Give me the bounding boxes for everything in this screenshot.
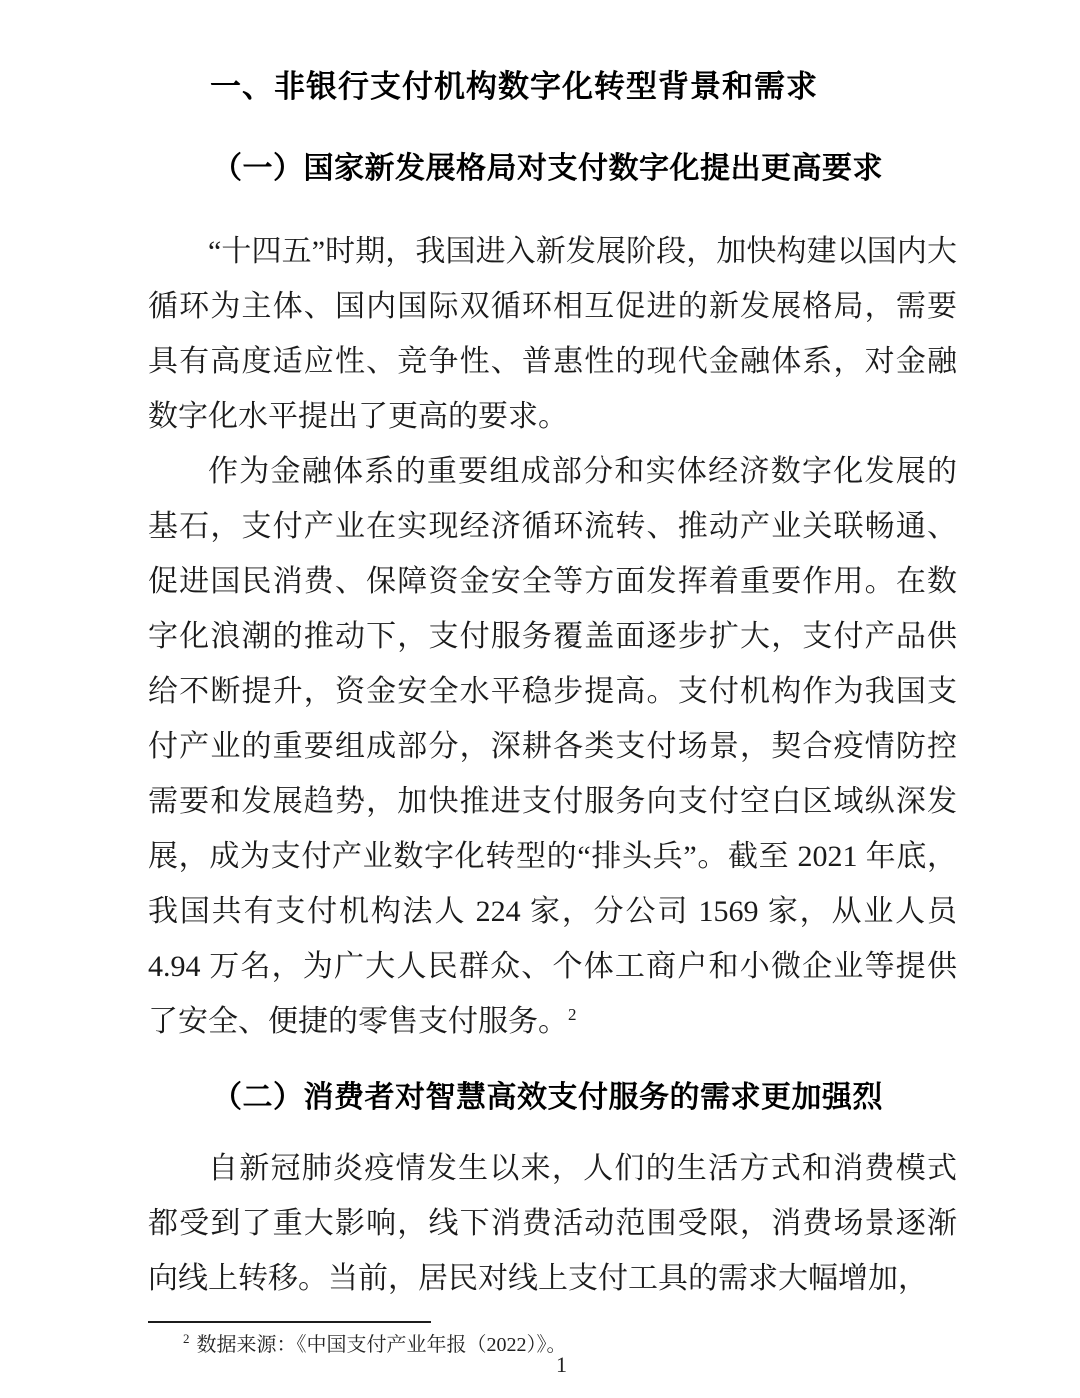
- paragraph-3-text: 自新冠肺炎疫情发生以来，人们的生活方式和消费模式都受到了重大影响，线下消费活动范围受限，消费场景逐渐向线上转移。当前，居民对线上支付工具的需求大幅增加，: [148, 1152, 957, 1295]
- paragraph-2: [148, 444, 957, 1049]
- footnote-text: 数据来源：《中国支付产业年报（2022）》。: [196, 1334, 567, 1356]
- footnote-reference: 2: [568, 1005, 577, 1024]
- paragraph-1-text: “十四五”时期，我国进入新发展阶段，加快构建以国内大循环为主体、国内国际双循环相互促进的新发展格局，需要具有高度适应性、竞争性、普惠性的现代金融体系，对金融数字化水平提出了更高的要求。: [148, 235, 957, 433]
- page-number: 1: [556, 1352, 567, 1377]
- footnote: [183, 1332, 567, 1358]
- paragraph-1: [148, 224, 957, 444]
- paragraph-2-text: 作为金融体系的重要组成部分和实体经济数字化发展的基石，支付产业在实现经济循环流转、推动产业关联畅通、促进国民消费、保障资金安全等方面发挥着重要作用。在数字化浪潮的推动下，支付服务覆盖面逐步扩大，支付产品供给不断提升，资金安全水平稳步提高。支付机构作为我国支付产业的重要组成部分，深耕各类支付场景，契合疫情防控需要和发展趋势，加快推进支付服务向支付空白区域纵深发展，成为支付产业数字化转型的“排头兵”。截至 2021 年底，我国共有支付机构法人 224 家，分公司 1569 家，从业人员 4.94 万名，为广大人民群众、个体工商户和小微企业等提供了安全、便捷的零售支付服务。: [148, 455, 957, 1038]
- footnote-separator: [148, 1321, 431, 1323]
- chapter-heading: 一、非银行支付机构数字化转型背景和需求: [210, 69, 818, 105]
- footnote-marker: 2: [183, 1331, 190, 1347]
- page-content: [148, 0, 957, 1306]
- subsection-1-title: （一）国家新发展格局对支付数字化提出更高要求: [212, 152, 883, 185]
- subsection-2-title: （二）消费者对智慧高效支付服务的需求更加强烈: [212, 1081, 883, 1114]
- paragraph-3: [148, 1141, 957, 1306]
